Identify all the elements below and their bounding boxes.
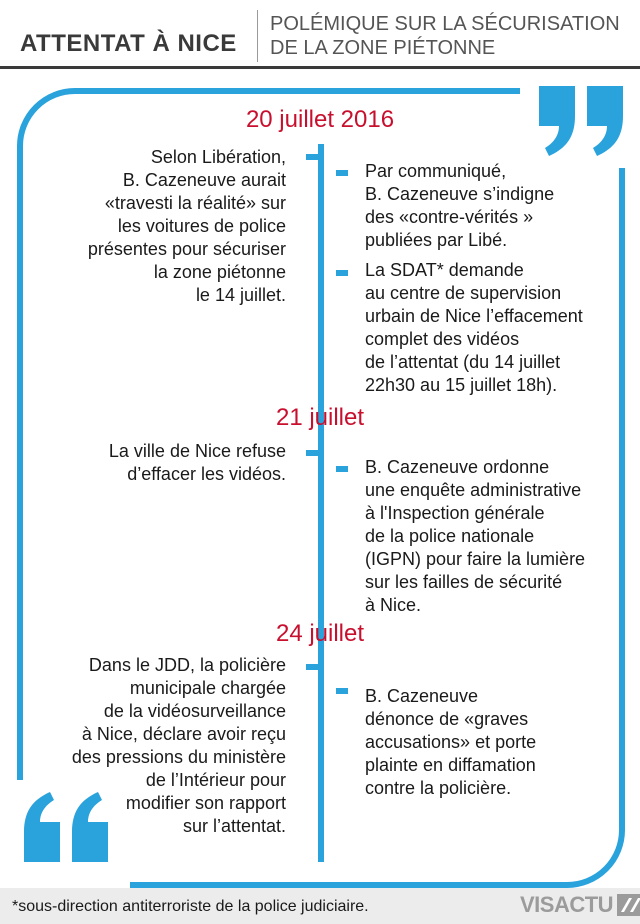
brand [520,892,640,918]
tick-left-3 [306,664,318,670]
event-right-1b-line: de l’attentat (du 14 juillet [365,352,561,372]
event-left-1-line: Selon Libération, [150,147,286,167]
event-right-1b [365,259,635,397]
event-right-3 [365,685,625,800]
event-left-3-line: modifier son rapport [125,793,286,813]
event-right-2-line: (IGPN) pour faire la lumière [365,549,586,569]
event-left-3-line: de la vidéosurveillance [103,701,286,721]
event-left-1-line: «travesti la réalité» sur [104,193,286,213]
event-right-3-line: contre la policière. [365,778,512,798]
tick-right-3 [336,688,348,694]
event-left-1-line: le 14 juillet. [195,285,286,305]
event-left-2 [40,440,286,486]
event-left-2-line: La ville de Nice refuse [108,441,286,461]
event-left-3-line: municipale chargée [129,678,286,698]
visactu-logo-icon [617,894,640,916]
event-right-2-line: de la police nationale [365,526,535,546]
event-right-2-line: à Nice. [365,595,422,615]
event-right-1a [365,160,625,252]
header-rule [0,66,640,69]
tick-right-2 [336,466,348,472]
event-right-2 [365,456,635,617]
brand-name: VISACTU [520,892,614,917]
event-left-3 [20,654,286,838]
tick-right-1b [336,270,348,276]
header-subtitle-line-2: DE LA ZONE PIÉTONNE [270,37,496,59]
event-right-2-line: B. Cazeneuve ordonne [365,457,550,477]
event-right-1a-line: B. Cazeneuve s’indigne [365,184,555,204]
event-left-3-line: sur l’attentat. [182,816,286,836]
event-right-3-line: dénonce de «graves [365,709,529,729]
event-right-2-line: à l'Inspection générale [365,503,545,523]
event-left-1-line: les voitures de police [117,216,286,236]
tick-left-1 [306,154,318,160]
event-right-2-line: sur les failles de sécurité [365,572,563,592]
event-right-1b-line: 22h30 au 15 juillet 18h). [365,375,558,395]
event-left-1-line: B. Cazeneuve aurait [122,170,286,190]
event-left-3-line: Dans le JDD, la policière [88,655,286,675]
event-right-3-line: B. Cazeneuve [365,686,479,706]
header-subtitle [270,12,630,60]
event-right-1a-line: publiées par Libé. [365,230,508,250]
footnote: *sous-direction antiterroriste de la police judiciaire. [12,898,369,915]
event-right-3-line: accusations» et porte [365,732,537,752]
header [0,0,640,68]
date-1: 20 juillet 2016 [245,106,395,133]
event-right-3-line: plainte en diffamation [365,755,536,775]
event-left-3-line: à Nice, déclare avoir reçu [81,724,286,744]
event-right-1b-line: complet des vidéos [365,329,520,349]
header-title: ATTENTAT À NICE [20,30,237,57]
event-left-3-line: de l’Intérieur pour [145,770,286,790]
tick-right-1a [336,170,348,176]
event-right-1b-line: au centre de supervision [365,283,562,303]
event-left-1 [40,146,286,307]
event-left-1-line: la zone piétonne [153,262,286,282]
timeline-spine [318,144,324,862]
event-left-2-line: d’effacer les vidéos. [127,464,286,484]
event-right-1a-line: Par communiqué, [365,161,507,181]
header-divider [257,10,258,62]
date-2: 21 juillet [275,404,365,431]
event-right-1b-line: urbain de Nice l’effacement [365,306,583,326]
header-subtitle-line-1: POLÉMIQUE SUR LA SÉCURISATION [270,13,620,35]
event-left-1-line: présentes pour sécuriser [87,239,286,259]
event-left-3-line: des pressions du ministère [71,747,286,767]
tick-left-2 [306,450,318,456]
event-right-1b-line: La SDAT* demande [365,260,524,280]
date-3: 24 juillet [275,620,365,647]
event-right-1a-line: des «contre-vérités » [365,207,534,227]
event-right-2-line: une enquête administrative [365,480,582,500]
